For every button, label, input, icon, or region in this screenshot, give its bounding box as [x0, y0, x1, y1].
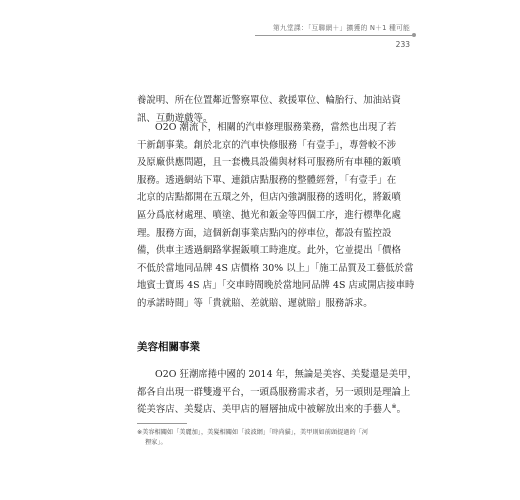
paragraph-line: O2O 狂潮席捲中國的 2014 年，無論是美容、美髮還是美甲， — [155, 369, 417, 380]
paragraph-line: 區分爲底材處理、噴塗、拋光和鈑金等四個工序，進行標準化處 — [137, 209, 401, 221]
footnote-rule — [137, 423, 187, 424]
paragraph-line: 的承諾時間」等「貴就賠、差就賠、遲就賠」服務訴求。 — [137, 297, 373, 309]
paragraph-line-last — [137, 401, 406, 419]
header-rule — [255, 35, 413, 36]
paragraph-text: 從美容店、美髮店、美甲店的層層抽成中被解放出來的手藝人 — [137, 404, 392, 416]
paragraph-line: 理。服務方面，這個新創事業店點內的停車位，都設有監控設 — [137, 227, 392, 239]
paragraph-line: 及原廠供應問題，且一套機具設備與材料可服務所有車種的鈑噴 — [137, 157, 401, 169]
paragraph-line: 不低於當地同品牌 4S 店價格 30% 以上」「施工品質及工藝低於當 — [137, 262, 414, 274]
section-heading: 美容相關事業 — [137, 341, 200, 353]
page-number: 233 — [395, 40, 410, 49]
paragraph-line: 都各自出現一群雙邊平台，一頭爲服務需求者，另一頭則是理論上 — [137, 386, 411, 398]
paragraph-line: 服務。透過網站下單、連鎖店點服務的整體經營，「有壹手」在 — [137, 174, 397, 186]
running-head: 第九堂課：「互聯網＋」擴獲的 N＋1 種可能 — [272, 24, 410, 32]
paragraph-line: O2O 潮流下，相關的汽車修理服務業務，當然也出現了若 — [155, 122, 397, 133]
paragraph-line: 北京的店點都開在五環之外，但店內強調服務的透明化，將鈑噴 — [137, 192, 401, 204]
footnote-line: 狸家」。 — [145, 439, 167, 446]
paragraph-line: 干新創事業。創於北京的汽車快修服務「有壹手」，專營較不涉 — [137, 139, 397, 151]
paragraph-3 — [137, 366, 417, 419]
paragraph-line: 地賓士寶馬 4S 店」「交車時間晚於當地同品牌 4S 店或開店接車時 — [137, 280, 415, 292]
paragraph-line: 養說明、所在位置鄰近警察單位、救援單位、輪胎行、加油站資 — [137, 95, 401, 106]
end-punctuation: 。 — [396, 404, 406, 416]
paragraph-line: 備，供車主透過網路掌握鈑噴工時進度。此外，它並提出「價格 — [137, 245, 401, 257]
paragraph-2 — [137, 119, 415, 313]
footnote — [137, 428, 395, 448]
footnote-marker: ※ — [391, 403, 397, 411]
paragraph-line: 訊、互動遊戲等。 — [137, 112, 213, 124]
header-rule-dot — [412, 33, 416, 37]
footnote-line: ※美容相關如「美麗加」，美髮相關如「波波網」「時尚貓」，美甲則如前頭提過的「河 — [137, 429, 369, 436]
